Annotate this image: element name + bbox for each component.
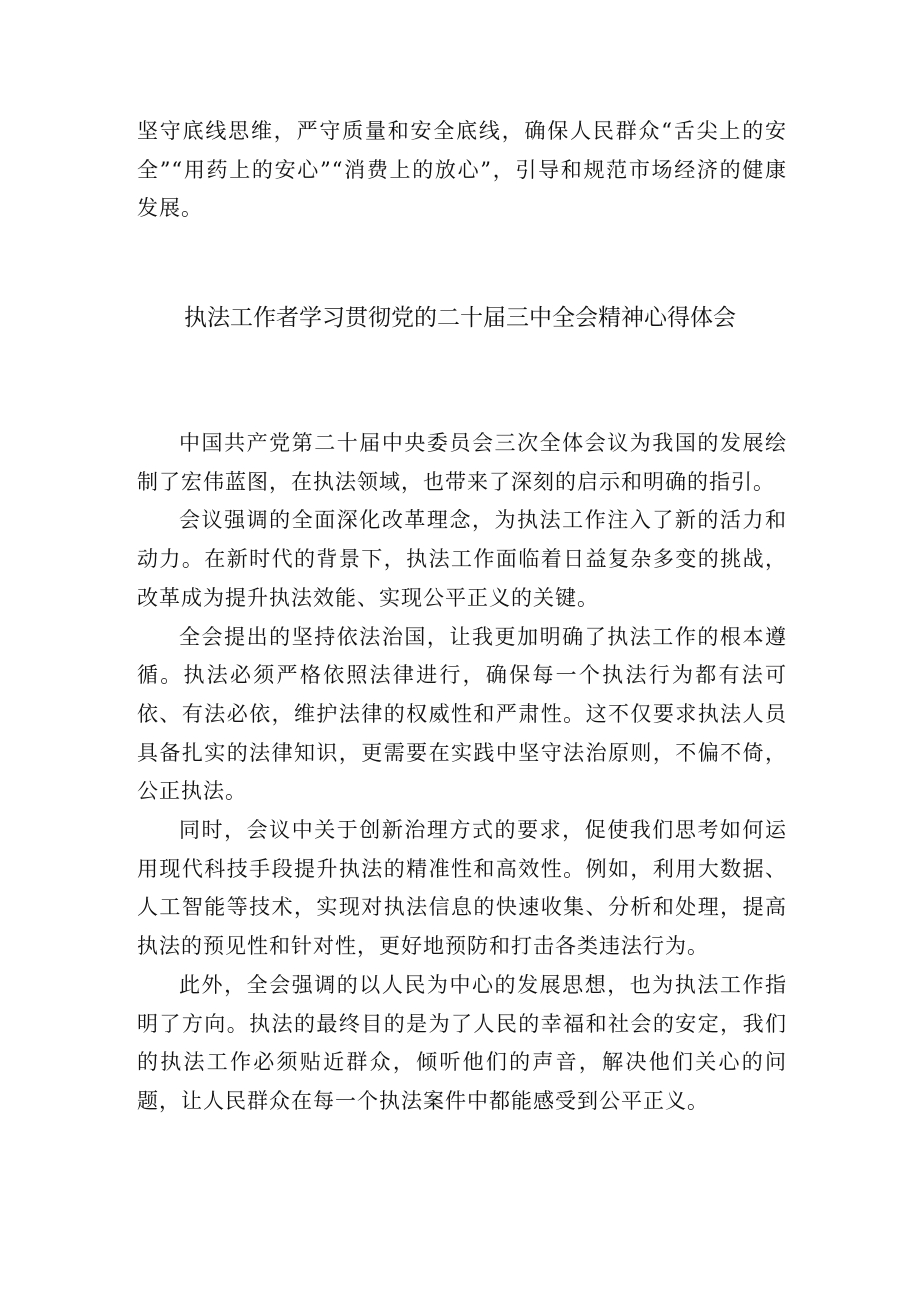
body-paragraph-3: 全会提出的坚持依法治国，让我更加明确了执法工作的根本遵循。执法必须严格依照法律进行，确保每一个执法行为都有法可依、有法必依，维护法律的权威性和严肃性。这不仅要求执法人员具备扎实的法律知识，更需要在实践中坚守法治原则，不偏不倚，公正执法。 xyxy=(137,624,787,804)
article-title: 执法工作者学习贯彻党的二十届三中全会精神心得体会 xyxy=(184,305,736,331)
body-paragraph-2: 会议强调的全面深化改革理念，为执法工作注入了新的活力和动力。在新时代的背景下，执法工作面临着日益复杂多变的挑战，改革成为提升执法效能、实现公平正义的关键。 xyxy=(137,508,787,610)
continuation-paragraph: 坚守底线思维，严守质量和安全底线，确保人民群众“舌尖上的安全”“用药上的安心”“消费上的放心”，引导和规范市场经济的健康发展。 xyxy=(137,119,787,221)
article-body xyxy=(137,424,787,1121)
body-paragraph-1: 中国共产党第二十届中央委员会三次全体会议为我国的发展绘制了宏伟蓝图，在执法领域，也带来了深刻的启示和明确的指引。 xyxy=(137,431,787,494)
body-paragraph-5: 此外，全会强调的以人民为中心的发展思想，也为执法工作指明了方向。执法的最终目的是为了人民的幸福和社会的安定，我们的执法工作必须贴近群众，倾听他们的声音，解决他们关心的问题，让人民群众在每一个执法案件中都能感受到公平正义。 xyxy=(137,972,787,1113)
body-paragraph-4: 同时，会议中关于创新治理方式的要求，促使我们思考如何运用现代科技手段提升执法的精准性和高效性。例如，利用大数据、人工智能等技术，实现对执法信息的快速收集、分析和处理，提高执法的预见性和针对性，更好地预防和打击各类违法行为。 xyxy=(137,818,787,959)
previous-article-ending xyxy=(137,112,787,228)
